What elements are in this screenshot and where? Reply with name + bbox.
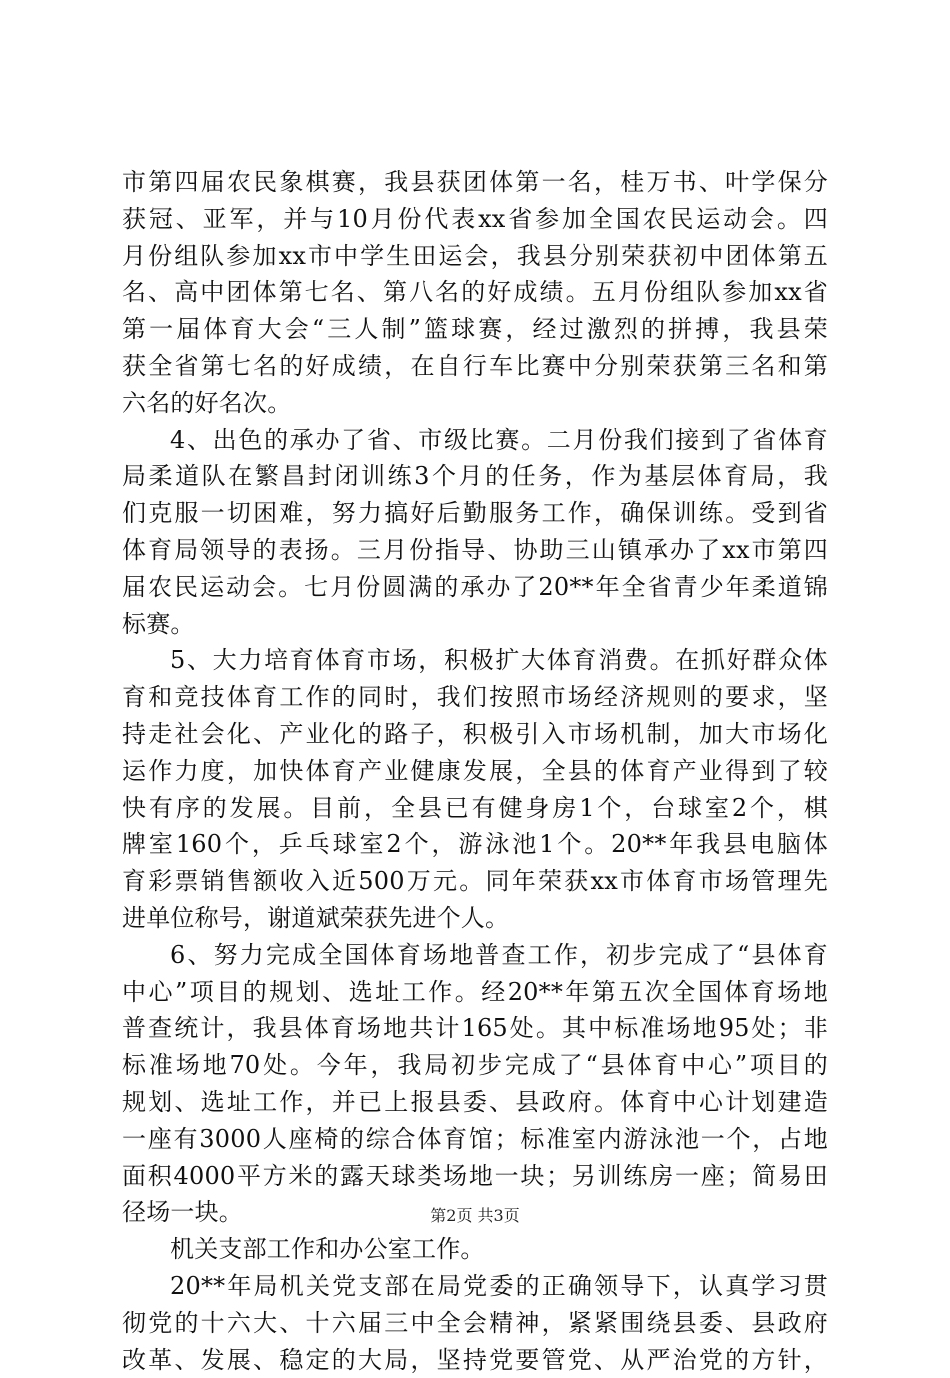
text-line: 5、大力培育体育市场，积极扩大体育消费。在抓好群众体 xyxy=(122,642,828,679)
text-line: 改革、发展、稳定的大局，坚持党要管党、从严治党的方针， xyxy=(122,1342,828,1378)
text-line: 6、努力完成全国体育场地普查工作，初步完成了“县体育 xyxy=(122,937,828,974)
text-line: 彻党的十六大、十六届三中全会精神，紧紧围绕县委、县政府 xyxy=(122,1305,828,1342)
text-line: 体育局领导的表扬。三月份指导、协助三山镇承办了xx市第四 xyxy=(122,532,828,569)
text-line: 标准场地70处。今年，我局初步完成了“县体育中心”项目的 xyxy=(122,1047,828,1084)
text-line: 普查统计，我县体育场地共计165处。其中标准场地95处；非 xyxy=(122,1010,828,1047)
text-line: 持走社会化、产业化的路子，积极引入市场机制，加大市场化 xyxy=(122,716,828,753)
text-line: 第一届体育大会“三人制”篮球赛，经过激烈的拼搏，我县荣 xyxy=(122,311,828,348)
text-line: 快有序的发展。目前，全县已有健身房1个，台球室2个，棋 xyxy=(122,790,828,827)
text-line: 运作力度，加快体育产业健康发展，全县的体育产业得到了较 xyxy=(122,753,828,790)
text-line: 4、出色的承办了省、市级比赛。二月份我们接到了省体育 xyxy=(122,422,828,459)
text-line: 市第四届农民象棋赛，我县获团体第一名，桂万书、叶学保分 xyxy=(122,164,828,201)
text-line: 们克服一切困难，努力搞好后勤服务工作，确保训练。受到省 xyxy=(122,495,828,532)
text-line: 名、高中团体第七名、第八名的好成绩。五月份组队参加xx省 xyxy=(122,274,828,311)
text-line: 规划、选址工作，并已上报县委、县政府。体育中心计划建造 xyxy=(122,1084,828,1121)
text-line: 一座有3000人座椅的综合体育馆；标准室内游泳池一个，占地 xyxy=(122,1121,828,1158)
text-line: 六名的好名次。 xyxy=(122,385,828,422)
text-line: 获冠、亚军，并与10月份代表xx省参加全国农民运动会。四 xyxy=(122,201,828,238)
text-line: 育彩票销售额收入近500万元。同年荣获xx市体育市场管理先 xyxy=(122,863,828,900)
text-line: 径场一块。 xyxy=(122,1194,828,1231)
text-line: 月份组队参加xx市中学生田运会，我县分别荣获初中团体第五 xyxy=(122,238,828,275)
text-line: 牌室160个，乒乓球室2个，游泳池1个。20**年我县电脑体 xyxy=(122,826,828,863)
text-line: 机关支部工作和办公室工作。 xyxy=(122,1231,828,1268)
text-line: 局柔道队在繁昌封闭训练3个月的任务，作为基层体育局，我 xyxy=(122,458,828,495)
text-line: 标赛。 xyxy=(122,606,828,643)
page-footer: 第2页 共3页 xyxy=(0,1206,950,1226)
text-line: 面积4000平方米的露天球类场地一块；另训练房一座；简易田 xyxy=(122,1158,828,1195)
text-line: 进单位称号，谢道斌荣获先进个人。 xyxy=(122,900,828,937)
text-line: 中心”项目的规划、选址工作。经20**年第五次全国体育场地 xyxy=(122,974,828,1011)
text-line: 届农民运动会。七月份圆满的承办了20**年全省青少年柔道锦 xyxy=(122,569,828,606)
text-line: 20**年局机关党支部在局党委的正确领导下，认真学习贯 xyxy=(122,1268,828,1305)
text-line: 育和竞技体育工作的同时，我们按照市场经济规则的要求，坚 xyxy=(122,679,828,716)
text-line: 获全省第七名的好成绩，在自行车比赛中分别荣获第三名和第 xyxy=(122,348,828,385)
document-body xyxy=(122,164,828,1378)
